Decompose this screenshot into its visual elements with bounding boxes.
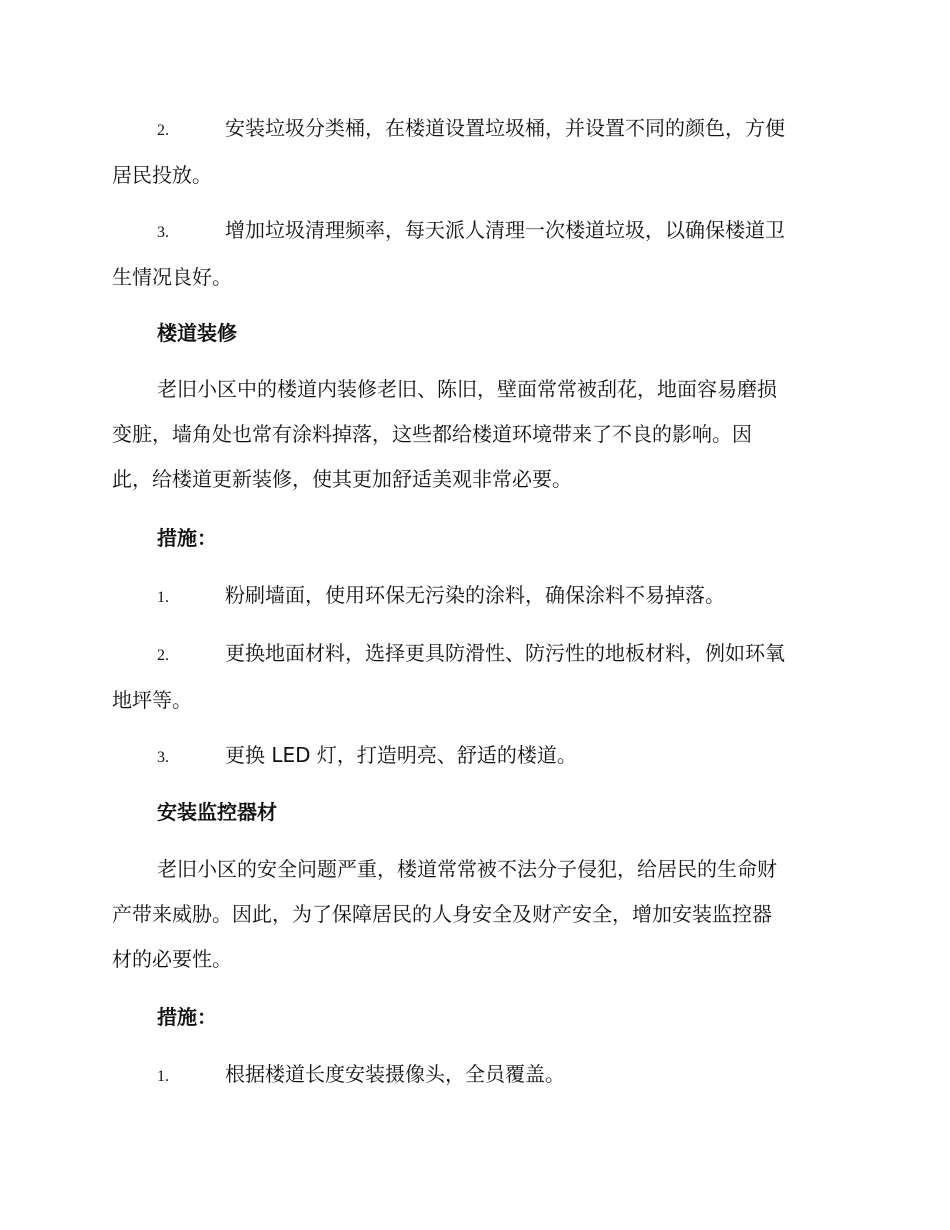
list-item-text: 增加垃圾清理频率，每天派人清理一次楼道垃圾，以确保楼道卫 xyxy=(225,218,785,242)
list-item-text: 更换地面材料，选择更具防滑性、防污性的地板材料，例如环氧 xyxy=(225,641,785,665)
section-paragraph-renovation xyxy=(112,367,837,502)
list-item-number: 3. xyxy=(157,749,169,766)
list-item-text-continued: 生情况良好。 xyxy=(112,265,232,289)
list-item xyxy=(112,106,837,198)
paragraph-line: 变脏，墙角处也常有涂料掉落，这些都给楼道环境带来了不良的影响。因 xyxy=(112,422,752,446)
list-item-text: 更换 LED 灯，打造明亮、舒适的楼道。 xyxy=(225,743,577,767)
measures-label: 措施： xyxy=(157,526,217,550)
list-item xyxy=(112,1052,837,1099)
list-item-text: 粉刷墙面，使用环保无污染的涂料，确保涂料不易掉落。 xyxy=(225,583,725,607)
list-item xyxy=(112,631,837,723)
section-paragraph-monitoring xyxy=(112,847,837,982)
list-item-text: 安装垃圾分类桶，在楼道设置垃圾桶，并设置不同的颜色，方便 xyxy=(225,116,785,140)
list-item-number: 2. xyxy=(157,122,169,139)
section-heading-monitoring: 安装监控器材 xyxy=(157,800,277,824)
section-heading-renovation: 楼道装修 xyxy=(157,321,237,345)
list-item-number: 1. xyxy=(157,1068,169,1085)
paragraph-line: 材的必要性。 xyxy=(112,947,232,971)
list-item-text: 根据楼道长度安装摄像头，全员覆盖。 xyxy=(225,1062,565,1086)
paragraph-line: 产带来威胁。因此，为了保障居民的人身安全及财产安全，增加安装监控器 xyxy=(112,902,772,926)
list-item-number: 3. xyxy=(157,224,169,241)
list-item-text-continued: 居民投放。 xyxy=(112,163,212,187)
list-item-number: 2. xyxy=(157,647,169,664)
list-item-number: 1. xyxy=(157,589,169,606)
measures-label: 措施： xyxy=(157,1005,217,1029)
paragraph-line: 老旧小区的安全问题严重，楼道常常被不法分子侵犯，给居民的生命财 xyxy=(157,857,777,881)
paragraph-line: 老旧小区中的楼道内装修老旧、陈旧，壁面常常被刮花，地面容易磨损 xyxy=(157,377,777,401)
list-item-text-continued: 地坪等。 xyxy=(112,688,192,712)
list-item xyxy=(112,208,837,300)
paragraph-line: 此，给楼道更新装修，使其更加舒适美观非常必要。 xyxy=(112,467,572,491)
list-item xyxy=(112,573,837,620)
list-item xyxy=(112,733,837,780)
